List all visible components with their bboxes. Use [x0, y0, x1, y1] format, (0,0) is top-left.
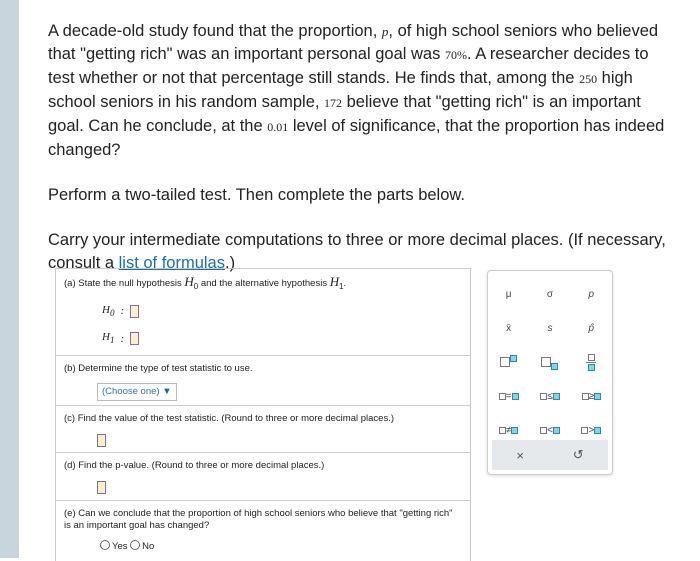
equals-button[interactable]: = — [488, 379, 529, 413]
h0-input[interactable] — [130, 305, 139, 318]
left-strip — [0, 0, 19, 558]
p-button[interactable]: p — [588, 288, 595, 300]
math-palette — [487, 270, 613, 475]
undo-icon[interactable]: ↺ — [572, 447, 584, 462]
leq-button[interactable]: ≤ — [529, 379, 570, 413]
s-button[interactable]: s — [547, 322, 553, 334]
yes-radio[interactable]: Yes — [100, 541, 128, 552]
geq-button[interactable]: ≥ — [571, 379, 612, 413]
test-statistic-select[interactable]: (Choose one) ▼ — [97, 383, 177, 401]
test-statistic-input[interactable] — [97, 434, 106, 447]
subscript-button[interactable] — [529, 345, 570, 379]
fraction-button[interactable] — [571, 345, 612, 379]
no-radio[interactable]: No — [130, 541, 154, 552]
answer-table — [55, 268, 471, 561]
part-c: (c) Find the value of the test statistic. (Round to three or more decimal places.) — [56, 406, 470, 453]
phat-button[interactable]: p̂ — [588, 322, 595, 334]
part-d: (d) Find the p-value. (Round to three or more decimal places.) — [56, 453, 470, 501]
part-e: (e) Can we conclude that the proportion of high school seniors who believe that "getting rich" is an important goal has changed? Yes No — [64, 508, 453, 552]
part-a: (a) State the null hypothesis $H_0$ and the alternative hypothesis $H_1$. $H_0$ : $H_1$ : — [56, 269, 470, 356]
mu-button[interactable]: μ — [505, 288, 512, 300]
h1-input[interactable] — [130, 332, 139, 345]
lt-button[interactable]: < — [529, 413, 570, 447]
clear-icon[interactable]: × — [516, 447, 524, 463]
sigma-button[interactable]: σ — [546, 288, 554, 300]
formulas-link[interactable]: list of formulas — [118, 254, 225, 272]
gt-button[interactable]: > — [571, 413, 612, 447]
p-value-input[interactable] — [97, 481, 106, 494]
part-b: (b) Determine the type of test statistic to use. (Choose one) ▼ — [56, 356, 470, 406]
superscript-button[interactable] — [488, 345, 529, 379]
xbar-button[interactable]: x̄ — [506, 322, 512, 334]
question-text: A decade-old study found that the proportion, p, of high school seniors who believed that "getting rich" was an important personal goal was 70%. A researcher decides to test whether or not that percentage still stands. He finds that, among the 250 high school seniors in his random sample, 172 believe that "getting rich" is an important goal. Can he conclude, at the 0.01 level of significance, that the proportion has indeed changed? Perform a two-tailed test. Then complete the parts below. Carry your intermediate computations to three or more decimal places. (If necessary, consult a list of formulas.) — [48, 22, 666, 272]
neq-button[interactable]: ≠ — [488, 413, 529, 447]
